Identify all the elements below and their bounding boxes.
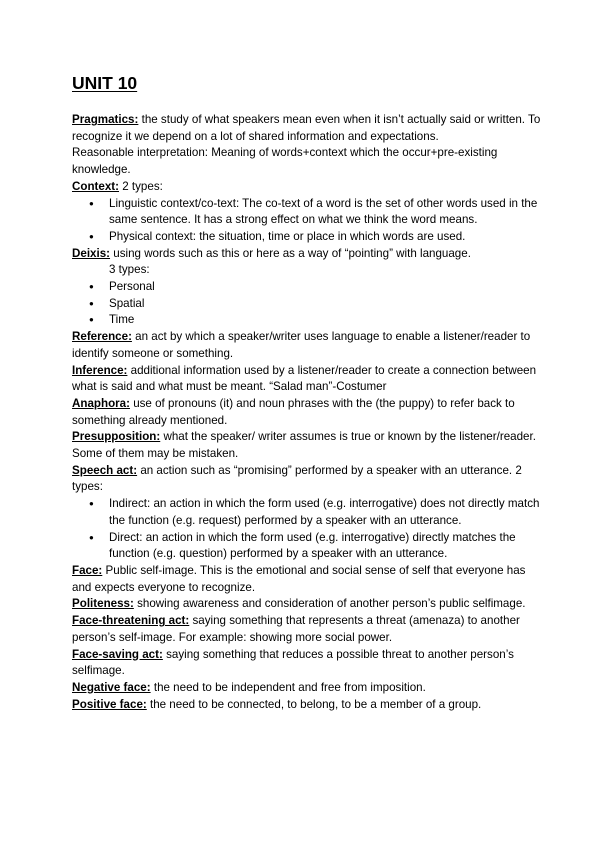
- term-speech-act: Speech act:: [72, 463, 138, 477]
- definition-face: [72, 563, 542, 596]
- list-item: ● Time: [72, 312, 542, 329]
- page-title: UNIT 10: [72, 73, 138, 93]
- definition-text: additional information used by a listener/reader to create a connection between what is said and what must be meant. “Salad man”-Costumer: [72, 363, 537, 394]
- term-politeness: Politeness:: [72, 597, 134, 611]
- definition-context: [72, 179, 542, 196]
- term-positive-face: Positive face:: [72, 697, 147, 711]
- deixis-types-list: [72, 279, 542, 329]
- definition-inference: [72, 363, 542, 396]
- definition-text: what the speaker/ writer assumes is true or known by the listener/reader. Some of them may be mistaken.: [72, 430, 536, 461]
- list-item: ● Personal: [72, 279, 542, 296]
- term-negative-face: Negative face:: [72, 680, 151, 694]
- definition-text: showing awareness and consideration of another person’s public selfimage.: [133, 597, 526, 611]
- document-body: [72, 112, 542, 713]
- term-presupposition: Presupposition:: [72, 430, 161, 444]
- list-item: ● Physical context: the situation, time or place in which words are used.: [72, 229, 542, 246]
- term-reference: Reference:: [72, 330, 132, 344]
- definition-positive-face: [72, 697, 542, 714]
- definition-text: using words such as this or here as a way of “pointing” with language.: [110, 246, 471, 260]
- definition-negative-face: [72, 680, 542, 697]
- definition-face-saving-act: [72, 647, 542, 680]
- definition-deixis: [72, 246, 542, 263]
- list-item: ● Direct: an action in which the form used (e.g. interrogative) directly matches the function (e.g. question) performed by a speaker with an utterance.: [72, 530, 542, 563]
- term-inference: Inference:: [72, 363, 128, 377]
- term-face-threatening-act: Face-threatening act:: [72, 614, 190, 628]
- list-item: ● Indirect: an action in which the form used (e.g. interrogative) does not directly match the function (e.g. request) performed by a speaker with an utterance.: [72, 496, 542, 529]
- context-types-list: [72, 196, 542, 246]
- term-anaphora: Anaphora:: [72, 396, 130, 410]
- term-pragmatics: Pragmatics:: [72, 113, 139, 126]
- speech-act-types-list: [72, 496, 542, 563]
- definition-speech-act: [72, 463, 542, 496]
- definition-text: saying something that reduces a possible threat to another person’s selfimage.: [72, 647, 514, 678]
- definition-text: the need to be independent and free from imposition.: [150, 680, 426, 694]
- list-item: ● Linguistic context/co-text: The co-text of a word is the set of other words used in the same sentence. It has a strong effect on what we think the word means.: [72, 196, 542, 229]
- definition-reference: [72, 329, 542, 362]
- list-item: ● Spatial: [72, 296, 542, 313]
- deixis-types-label: 3 types:: [109, 263, 150, 277]
- definition-text: an action such as “promising” performed by a speaker with an utterance. 2 types:: [72, 463, 522, 494]
- definition-text: Public self-image. This is the emotional and social sense of self that everyone has and expects everyone to recognize.: [72, 563, 526, 594]
- term-face: Face:: [72, 563, 103, 577]
- definition-presupposition: [72, 429, 542, 462]
- term-face-saving-act: Face-saving act:: [72, 647, 163, 661]
- pragmatics-interpretation: Reasonable interpretation: Meaning of words+context which the occur+pre-existing knowledge.: [72, 146, 498, 177]
- definition-text: use of pronouns (it) and noun phrases with the (the puppy) to refer back to something already mentioned.: [72, 396, 515, 427]
- term-context: Context:: [72, 179, 120, 193]
- definition-text: 2 types:: [119, 179, 163, 193]
- definition-text: the study of what speakers mean even when it isn’t actually said or written. To recognize it we depend on a lot of shared information and expectations.: [72, 113, 541, 143]
- definition-face-threatening-act: [72, 613, 542, 646]
- definition-text: saying something that represents a threat (amenaza) to another person’s self-image. For example: showing more social power.: [72, 614, 520, 644]
- definition-pragmatics: [72, 112, 542, 145]
- term-deixis: Deixis:: [72, 246, 111, 260]
- definition-text: an act by which a speaker/writer uses language to enable a listener/reader to identify someone or something.: [72, 330, 531, 360]
- definition-politeness: [72, 596, 542, 613]
- definition-text: the need to be connected, to belong, to be a member of a group.: [146, 697, 482, 711]
- definition-anaphora: [72, 396, 542, 429]
